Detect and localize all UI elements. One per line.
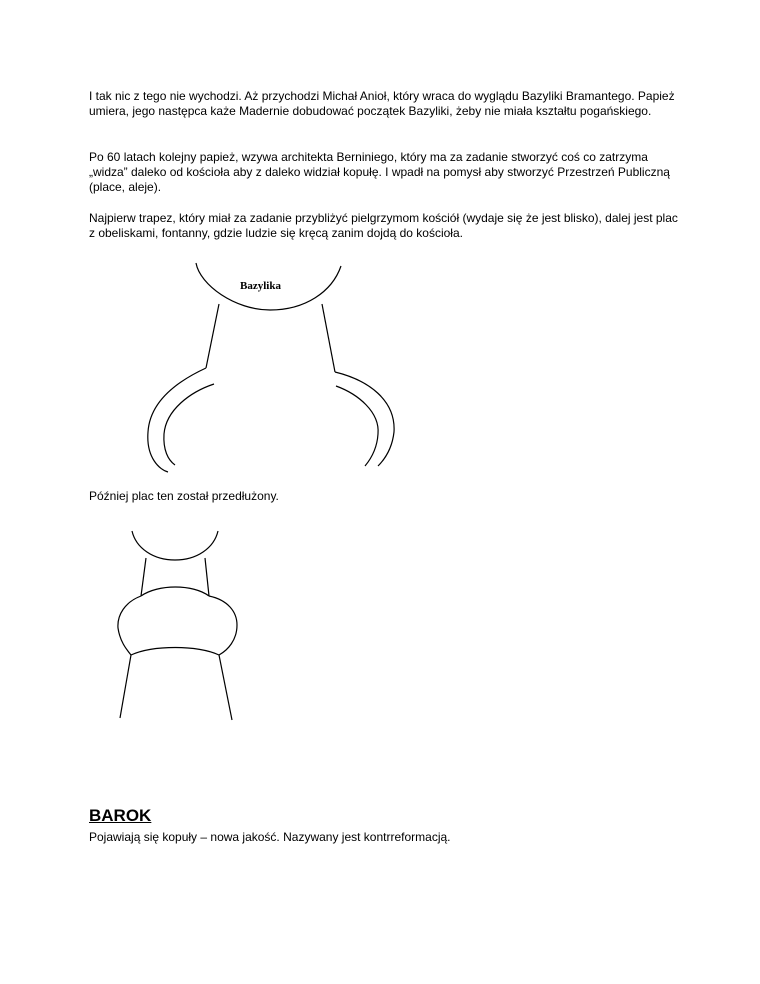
paragraph-square-extended: Później plac ten został przedłużony. — [89, 489, 279, 503]
paragraph-domes: Pojawiają się kopuły – nowa jakość. Nazywany jest kontrreformacją. — [89, 830, 451, 844]
basilica-arc — [132, 531, 218, 560]
paragraph-trapezoid-square: Najpierw trapez, który miał za zadanie przybliżyć pielgrzymom kościół (wydaje się że jest blisko), dalej jest plac z obeliskami, fontanny, gdzie ludzie się kręcą zanim dojdą do kościoła. — [89, 211, 678, 240]
piazza-bottom-arc — [131, 648, 219, 656]
section-heading-barok: BAROK — [89, 806, 152, 825]
left-street-line — [120, 655, 131, 718]
right-street-line — [219, 655, 232, 720]
paragraph-bernini: Po 60 latach kolejny papież, wzywa architekta Berniniego, który ma za zadanie stworzyć coś co zatrzyma „widza” daleko od kościoła aby z daleko widział kopułę. I wpadł na pomysł aby stworzyć Przestrzeń Publiczną (place, aleje). — [89, 150, 670, 194]
right-approach-line — [205, 558, 209, 596]
left-piazza-curve — [118, 596, 141, 655]
paragraph-maderna: I tak nic z tego nie wychodzi. Aż przychodzi Michał Anioł, który wraca do wyglądu Bazyliki Bramantego. Papież umiera, jego następca każe Madernie dobudować początek Bazyliki, żeby nie miała kształtu pogańskiego. — [89, 89, 675, 118]
basilica-label: Bazylika — [240, 280, 281, 292]
piazza-top-arc — [141, 587, 209, 596]
right-piazza-curve — [209, 596, 237, 655]
left-approach-line — [141, 558, 146, 596]
